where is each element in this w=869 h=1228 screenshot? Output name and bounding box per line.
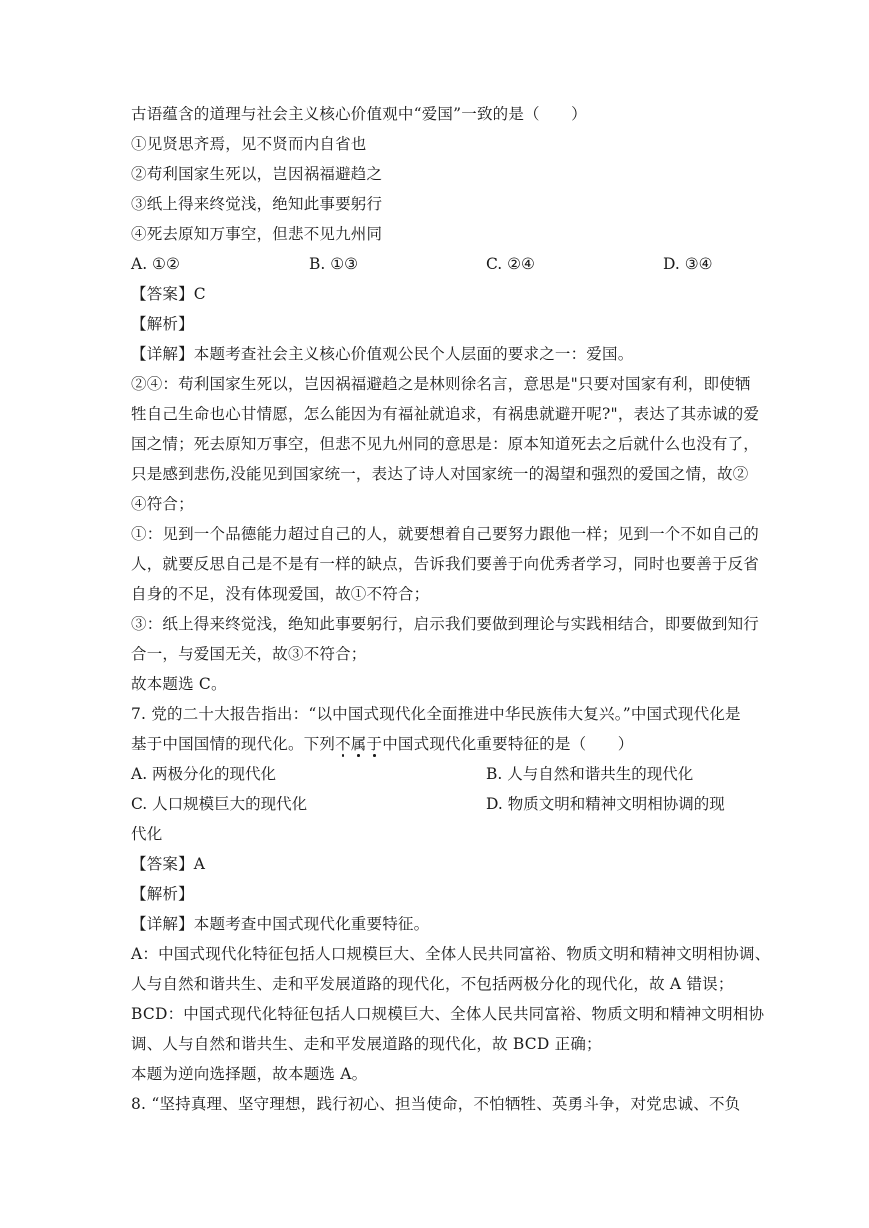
question-stem: 7. 党的二十大报告指出：“以中国式现代化全面推进中华民族伟大复兴。”中国式现代化是 [131,705,741,723]
answer-line: 【答案】C [131,285,206,303]
emphasis-dots [335,754,382,758]
emphasis-text [335,735,382,753]
analysis-label: 【解析】 [131,315,194,333]
stem-text: 基于中国国情的现代化。下列 [131,735,336,753]
detail-line: 国之情；死去原知万事空，但悲不见九州同的意思是：原本知道死去之后就什么也没有了， [131,435,760,453]
option-d: D. 物质文明和精神文明相协调的现 [486,795,725,813]
option-d: D. ③④ [663,255,713,273]
emphasis-word: 不属于 [335,735,383,753]
detail-line: 【详解】本题考查中国式现代化重要特征。 [131,915,430,933]
detail-line: 【详解】本题考查社会主义核心价值观公民个人层面的要求之一：爱国。 [131,345,634,363]
option-b: B. 人与自然和谐共生的现代化 [486,765,694,783]
option-a: A. ①② [131,255,180,273]
statement-item: ③纸上得来终觉浅，绝知此事要躬行 [131,195,383,213]
answer-line: 【答案】A [131,855,206,873]
detail-line: ④符合； [131,495,194,513]
question-stem: 8. “坚持真理、坚守理想，践行初心、担当使命，不怕牺牲、英勇斗争，对党忠诚、不负 [131,1095,741,1113]
detail-line: ②④：苟利国家生死以，岂因祸福避趋之是林则徐名言，意思是"只要对国家有利，即使牺 [131,375,751,393]
detail-line: 人与自然和谐共生、走和平发展道路的现代化，不包括两极分化的现代化，故 A 错误； [131,975,734,993]
question-stem: 古语蕴含的道理与社会主义核心价值观中“爱国”一致的是（ ） [131,105,587,123]
detail-line: ③：纸上得来终觉浅，绝知此事要躬行，启示我们要做到理论与实践相结合，即要做到知行 [131,615,760,633]
statement-item: ①见贤思齐焉，见不贤而内自省也 [131,135,367,153]
statement-item: ②苟利国家生死以，岂因祸福避趋之 [131,165,383,183]
detail-line: 人，就要反思自己是不是有一样的缺点，告诉我们要善于向优秀者学习，同时也要善于反省 [131,555,760,573]
detail-line: 故本题选 C。 [131,675,227,693]
option-c: C. ②④ [486,255,535,273]
detail-line: BCD：中国式现代化特征包括人口规模巨大、全体人民共同富裕、物质文明和精神文明相协 [131,1005,765,1023]
statement-item: ④死去原知万事空，但悲不见九州同 [131,225,383,243]
detail-line: 调、人与自然和谐共生、走和平发展道路的现代化，故 BCD 正确； [131,1035,602,1053]
option-b: B. ①③ [309,255,359,273]
detail-line: A：中国式现代化特征包括人口规模巨大、全体人民共同富裕、物质文明和精神文明相协调、 [131,945,771,963]
detail-line: ①：见到一个品德能力超过自己的人，就要想着自己要努力跟他一样；见到一个不如自己的 [131,525,760,543]
detail-line: 牲自己生命也心甘情愿，怎么能因为有福祉就追求，有祸患就避开呢?"，表达了其赤诚的爱 [131,405,760,423]
option-a: A. 两极分化的现代化 [131,765,277,783]
detail-line: 本题为逆向选择题，故本题选 A。 [131,1065,368,1083]
detail-line: 合一，与爱国无关，故③不符合； [131,645,367,663]
analysis-label: 【解析】 [131,885,194,903]
detail-line: 只是感到悲伤,没能见到国家统一，表达了诗人对国家统一的渴望和强烈的爱国之情，故② [131,465,749,483]
question-stem-continued [131,734,633,754]
option-c: C. 人口规模巨大的现代化 [131,795,308,813]
option-d-wrap: 代化 [131,825,163,843]
detail-line: 自身的不足，没有体现爱国，故①不符合； [131,585,430,603]
stem-text: 中国式现代化重要特征的是（ ） [382,735,634,753]
